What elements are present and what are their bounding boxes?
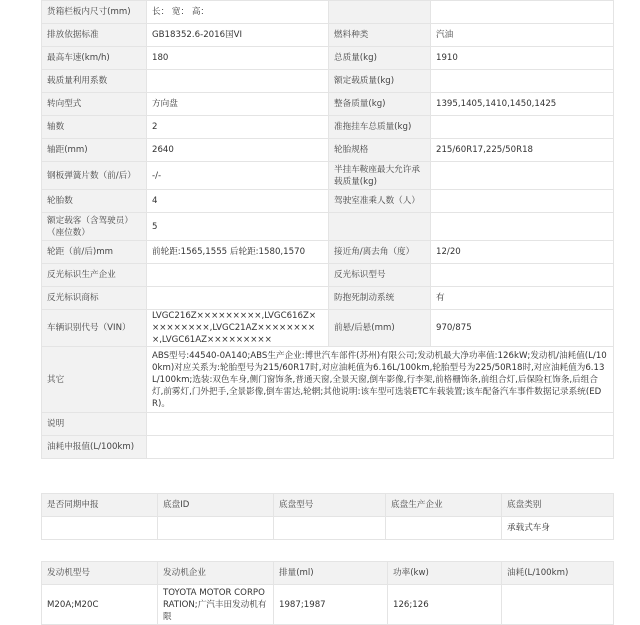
spec-value (147, 287, 329, 310)
spec-key: 轮距（前/后)mm (42, 241, 147, 264)
spec-key: 载质量利用系数 (42, 70, 147, 93)
chassis-header-cell: 底盘生产企业 (386, 494, 502, 517)
fuel-row (42, 436, 614, 459)
engine-cell: TOYOTA MOTOR CORPORATION;广汽丰田发动机有限 (158, 585, 274, 625)
chassis-header-cell: 底盘型号 (274, 494, 386, 517)
engine-header-cell: 功率(kw) (388, 562, 502, 585)
spec-row (42, 70, 614, 93)
chassis-cell (158, 517, 274, 540)
other-row (42, 347, 614, 413)
spec-value: 2640 (147, 139, 329, 162)
spec-value: 长： 宽： 高： (147, 1, 329, 24)
chassis-header-cell: 底盘ID (158, 494, 274, 517)
spec-key: 半挂车鞍座最大允许承载质量(kg) (329, 162, 431, 190)
spec-key: 燃料种类 (329, 24, 431, 47)
spec-key: 轮胎数 (42, 190, 147, 213)
spec-key: 说明 (42, 413, 147, 436)
spec-value: 180 (147, 47, 329, 70)
spec-value: 有 (431, 287, 614, 310)
spec-value (431, 264, 614, 287)
spec-value (431, 116, 614, 139)
spec-value: 方向盘 (147, 93, 329, 116)
spec-value (147, 264, 329, 287)
spec-value (431, 1, 614, 24)
spec-row (42, 24, 614, 47)
remark-row (42, 413, 614, 436)
spec-row (42, 213, 614, 241)
spec-value: 215/60R17,225/50R18 (431, 139, 614, 162)
engine-cell (502, 585, 614, 625)
spec-row (42, 310, 614, 347)
spec-key: 接近角/离去角（度） (329, 241, 431, 264)
vehicle-spec-document (41, 0, 613, 625)
spec-key: 准拖挂车总质量(kg) (329, 116, 431, 139)
spec-value: GB18352.6-2016国VI (147, 24, 329, 47)
spec-key: 钢板弹簧片数（前/后） (42, 162, 147, 190)
spec-value (431, 70, 614, 93)
spec-row (42, 1, 614, 24)
chassis-data-row (42, 517, 614, 540)
spec-row (42, 287, 614, 310)
spec-row (42, 264, 614, 287)
spec-key: 前悬/后悬(mm) (329, 310, 431, 347)
chassis-header-cell: 是否同期申报 (42, 494, 158, 517)
engine-cell: 1987;1987 (274, 585, 388, 625)
spec-value: 2 (147, 116, 329, 139)
engine-header-cell: 排量(ml) (274, 562, 388, 585)
engine-header-row (42, 562, 614, 585)
engine-cell: M20A;M20C (42, 585, 158, 625)
spec-key: 反光标识型号 (329, 264, 431, 287)
engine-header-cell: 发动机企业 (158, 562, 274, 585)
spec-key: 转向型式 (42, 93, 147, 116)
spec-key: 轮胎规格 (329, 139, 431, 162)
spec-value: ABS型号:44540-0A140;ABS生产企业:博世汽车部件(苏州)有限公司;发动机最大净功率值:126kW;发动机/油耗值(L/100km)对应关系为:轮胎型号为215/60R17时,对应油耗值为6.16L/100km,轮胎型号为225/50R18时,对应油耗值为6.13L/100km;选装:双色车身,侧门窗饰条,普通天窗,全景天窗,倒车影像,行李架,前格栅饰条,前组合灯,后保险杠饰条,后组合灯,前雾灯,门外把手,全景影像,倒车雷达,轮辋;其他说明:该车型可选装ETC车载装置;该车配备汽车事件数据记录系统(EDR)。 (147, 347, 614, 413)
chassis-header-cell: 底盘类别 (502, 494, 614, 517)
chassis-cell (386, 517, 502, 540)
engine-cell: 126;126 (388, 585, 502, 625)
chassis-cell (274, 517, 386, 540)
engine-table (41, 561, 614, 625)
spec-key: 总质量(kg) (329, 47, 431, 70)
spec-value (431, 190, 614, 213)
spec-row (42, 93, 614, 116)
spec-value (147, 413, 614, 436)
spec-key: 整备质量(kg) (329, 93, 431, 116)
spec-key: 其它 (42, 347, 147, 413)
spec-key: 防抱死制动系统 (329, 287, 431, 310)
spec-row (42, 241, 614, 264)
spec-value: 4 (147, 190, 329, 213)
spec-value: 970/875 (431, 310, 614, 347)
spec-value: LVGC216Z×××××××××,LVGC616Z×××××××××,LVGC21AZ×××××××××,LVGC61AZ××××××××× (147, 310, 329, 347)
chassis-cell: 承载式车身 (502, 517, 614, 540)
spec-key (329, 1, 431, 24)
spec-key: 油耗申报值(L/100km) (42, 436, 147, 459)
engine-data-row (42, 585, 614, 625)
spec-table (41, 0, 614, 459)
spec-row (42, 116, 614, 139)
chassis-cell (42, 517, 158, 540)
spec-value: 12/20 (431, 241, 614, 264)
spec-key: 反光标识商标 (42, 287, 147, 310)
spec-row (42, 139, 614, 162)
spec-value (431, 213, 614, 241)
spec-key: 最高车速(km/h) (42, 47, 147, 70)
spec-value: -/- (147, 162, 329, 190)
spec-row (42, 190, 614, 213)
spec-row (42, 47, 614, 70)
spec-value: 1395,1405,1410,1450,1425 (431, 93, 614, 116)
chassis-table (41, 493, 614, 540)
engine-header-cell: 发动机型号 (42, 562, 158, 585)
spec-key: 轴距(mm) (42, 139, 147, 162)
spec-value: 1910 (431, 47, 614, 70)
chassis-header-row (42, 494, 614, 517)
spec-key: 车辆识别代号（VIN） (42, 310, 147, 347)
spec-value: 5 (147, 213, 329, 241)
spec-key: 额定载质量(kg) (329, 70, 431, 93)
spec-value (147, 436, 614, 459)
spec-key: 反光标识生产企业 (42, 264, 147, 287)
spec-key: 轴数 (42, 116, 147, 139)
spec-key (329, 213, 431, 241)
spec-value: 前轮距:1565,1555 后轮距:1580,1570 (147, 241, 329, 264)
spec-value: 汽油 (431, 24, 614, 47)
spec-key: 货箱栏板内尺寸(mm) (42, 1, 147, 24)
spec-value (147, 70, 329, 93)
engine-header-cell: 油耗(L/100km) (502, 562, 614, 585)
spec-row (42, 162, 614, 190)
spec-key: 额定载客（含驾驶员）（座位数） (42, 213, 147, 241)
spec-value (431, 162, 614, 190)
spec-key: 驾驶室准乘人数（人） (329, 190, 431, 213)
spec-key: 排放依据标准 (42, 24, 147, 47)
